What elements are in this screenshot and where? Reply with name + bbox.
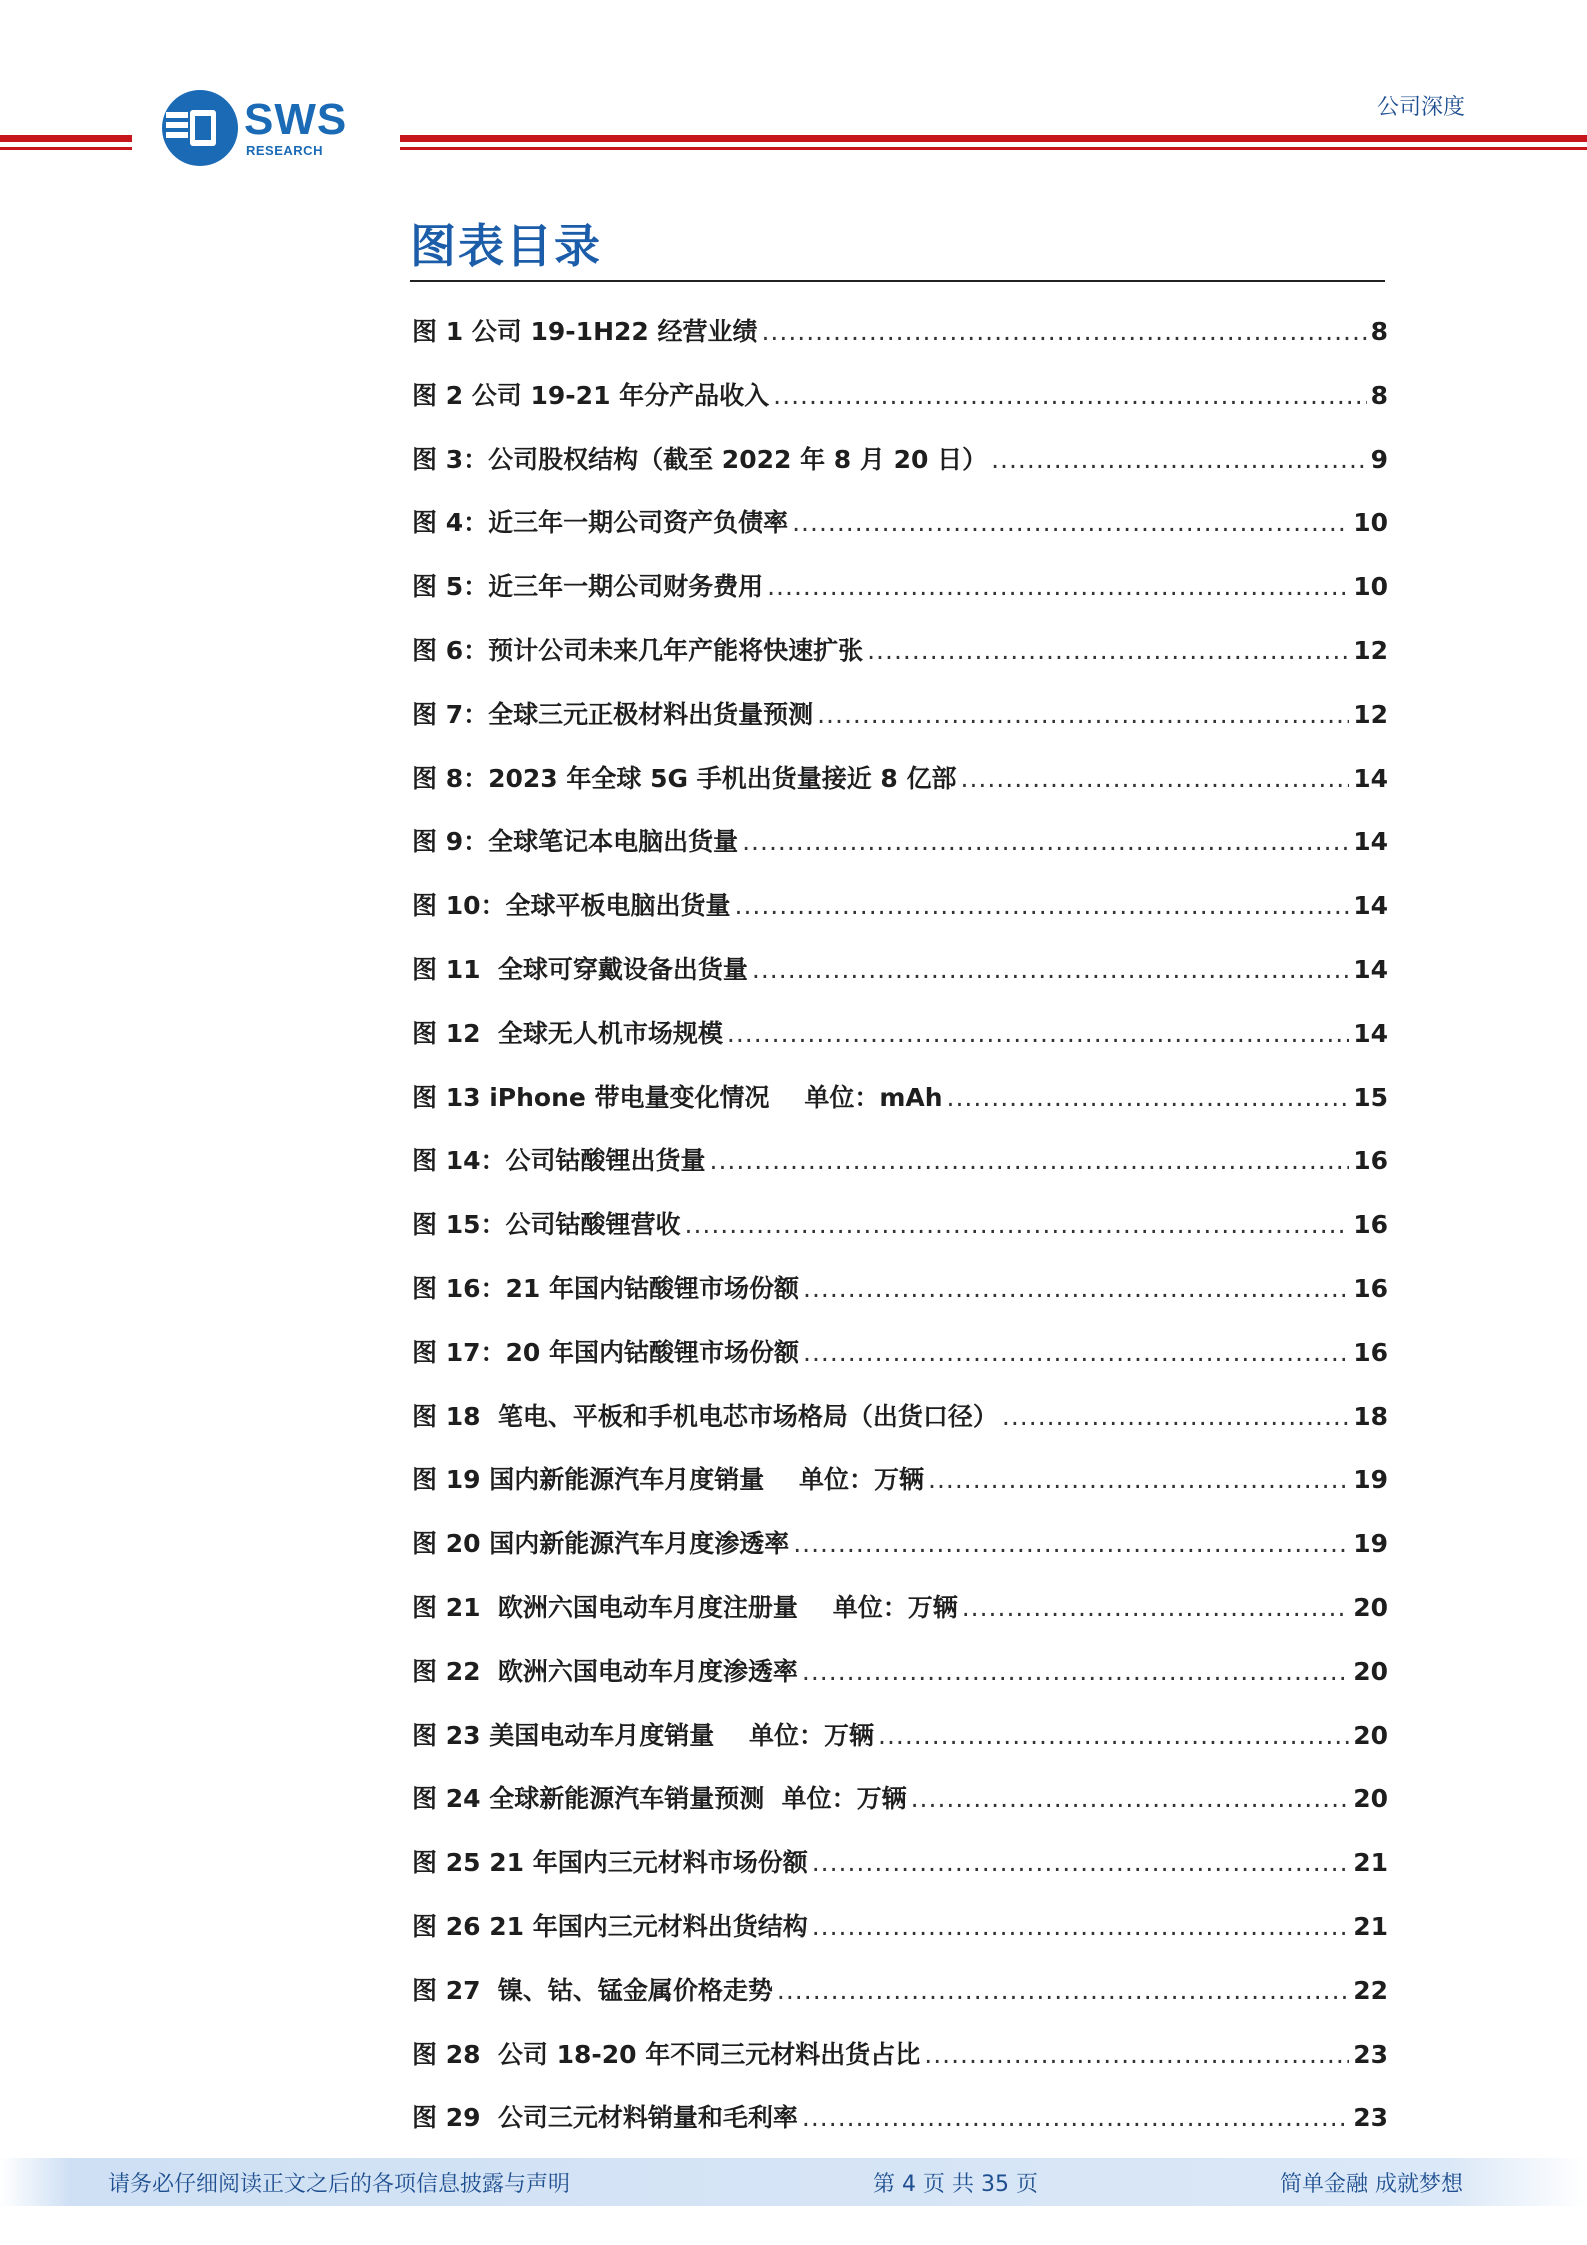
- toc-entry[interactable]: [412, 1895, 1388, 1959]
- toc-dot-leader: [817, 683, 1349, 747]
- toc-entry[interactable]: [412, 1448, 1388, 1512]
- toc-entry[interactable]: [412, 938, 1388, 1002]
- toc-entry-page[interactable]: 18: [1353, 1401, 1388, 1431]
- toc-entry-label[interactable]: 图 2 公司 19-21 年分产品收入: [412, 380, 770, 410]
- toc-dot-leader: [793, 1512, 1349, 1576]
- toc-entry-page[interactable]: 14: [1353, 1018, 1388, 1048]
- title-divider: [410, 280, 1385, 282]
- sws-logo: [160, 88, 370, 168]
- header-red-bar-left: [0, 135, 132, 142]
- toc-entry-page[interactable]: 21: [1353, 1911, 1388, 1941]
- footer-page-info: 第 4 页 共 35 页: [873, 2172, 1038, 2197]
- toc-entry-page[interactable]: 19: [1353, 1465, 1388, 1495]
- toc-dot-leader: [878, 1704, 1349, 1768]
- toc-entry[interactable]: [412, 1512, 1388, 1576]
- toc-entry[interactable]: [412, 1959, 1388, 2023]
- toc-entry-page[interactable]: 14: [1353, 827, 1388, 857]
- toc-entry[interactable]: [412, 1767, 1388, 1831]
- toc-entry-label[interactable]: 图 23 美国电动车月度销量 单位：万辆: [412, 1720, 875, 1750]
- toc-entry[interactable]: [412, 1129, 1388, 1193]
- header-red-bar-right: [400, 135, 1587, 142]
- toc-entry-label[interactable]: 图 26 21 年国内三元材料出货结构: [412, 1911, 808, 1941]
- toc-entry-page[interactable]: 23: [1353, 2103, 1388, 2133]
- toc-entry[interactable]: [412, 874, 1388, 938]
- toc-entry[interactable]: [412, 1066, 1388, 1130]
- toc-entry-label[interactable]: 图 12 全球无人机市场规模: [412, 1018, 723, 1048]
- toc-entry[interactable]: [412, 1193, 1388, 1257]
- footer-disclaimer: 请务必仔细阅读正文之后的各项信息披露与声明: [108, 2172, 571, 2197]
- toc-entry[interactable]: [412, 619, 1388, 683]
- toc-entry-label[interactable]: 图 24 全球新能源汽车销量预测 单位：万辆: [412, 1784, 907, 1814]
- toc-dot-leader: [812, 1831, 1350, 1895]
- toc-entry-page[interactable]: 21: [1353, 1848, 1388, 1878]
- toc-dot-leader: [911, 1767, 1350, 1831]
- toc-entry-page[interactable]: 10: [1353, 572, 1388, 602]
- toc-entry-label[interactable]: 图 13 iPhone 带电量变化情况 单位：mAh: [412, 1082, 943, 1112]
- toc-entry-label[interactable]: 图 6：预计公司未来几年产能将快速扩张: [412, 635, 864, 665]
- toc-entry-page[interactable]: 20: [1353, 1784, 1388, 1814]
- header-red-line-right: [400, 147, 1587, 150]
- toc-dot-leader: [924, 2023, 1349, 2087]
- toc-entry[interactable]: [412, 1831, 1388, 1895]
- toc-entry-label[interactable]: 图 28 公司 18-20 年不同三元材料出货占比: [412, 2039, 921, 2069]
- toc-dot-leader: [752, 938, 1349, 1002]
- toc-entry-label[interactable]: 图 11 全球可穿戴设备出货量: [412, 954, 748, 984]
- toc-entry[interactable]: [412, 1640, 1388, 1704]
- toc-entry-page[interactable]: 14: [1353, 891, 1388, 921]
- toc-entry-label[interactable]: 图 18 笔电、平板和手机电芯市场格局（出货口径）: [412, 1401, 998, 1431]
- toc-entry-page[interactable]: 14: [1353, 954, 1388, 984]
- toc-dot-leader: [962, 1576, 1349, 1640]
- toc-dot-leader: [947, 1066, 1350, 1130]
- logo-subtitle: RESEARCH: [246, 143, 323, 158]
- toc-entry-page[interactable]: 12: [1353, 635, 1388, 665]
- toc-entry-label[interactable]: 图 9：全球笔记本电脑出货量: [412, 827, 739, 857]
- toc-entry-page[interactable]: 10: [1353, 508, 1388, 538]
- footer-slogan: 简单金融 成就梦想: [1280, 2172, 1463, 2197]
- sws-logo-icon: [160, 88, 240, 168]
- toc-entry-label[interactable]: 图 22 欧洲六国电动车月度渗透率: [412, 1656, 798, 1686]
- toc-dot-leader: [777, 1959, 1349, 2023]
- toc-dot-leader: [685, 1193, 1350, 1257]
- toc-entry-page[interactable]: 16: [1353, 1337, 1388, 1367]
- toc-entry[interactable]: [412, 555, 1388, 619]
- toc-dot-leader: [867, 619, 1349, 683]
- toc-entry-page[interactable]: 14: [1353, 763, 1388, 793]
- toc-entry[interactable]: [412, 1257, 1388, 1321]
- toc-dot-leader: [761, 300, 1366, 364]
- toc-dot-leader: [710, 1129, 1350, 1193]
- toc-entry-page[interactable]: 23: [1353, 2039, 1388, 2069]
- toc-entry[interactable]: [412, 683, 1388, 747]
- toc-entry-page[interactable]: 20: [1353, 1592, 1388, 1622]
- toc-entry-label[interactable]: 图 10：全球平板电脑出货量: [412, 891, 731, 921]
- toc-entry[interactable]: [412, 1002, 1388, 1066]
- toc-entry-label[interactable]: 图 20 国内新能源汽车月度渗透率: [412, 1529, 790, 1559]
- toc-entry-page[interactable]: 22: [1353, 1975, 1388, 2005]
- toc-entry-label[interactable]: 图 15：公司钴酸锂营收: [412, 1210, 681, 1240]
- toc-entry[interactable]: [412, 810, 1388, 874]
- toc-dot-leader: [803, 1257, 1349, 1321]
- toc-entry[interactable]: [412, 1321, 1388, 1385]
- document-type: 公司深度: [1376, 95, 1465, 120]
- toc-entry[interactable]: [412, 1704, 1388, 1768]
- toc-entry-label[interactable]: 图 27 镍、钴、锰金属价格走势: [412, 1975, 773, 2005]
- toc-entry[interactable]: [412, 364, 1388, 428]
- toc-entry-page[interactable]: 8: [1370, 380, 1388, 410]
- toc-dot-leader: [792, 491, 1349, 555]
- toc-entry[interactable]: [412, 428, 1388, 492]
- figure-toc-list: [412, 300, 1388, 2150]
- toc-dot-leader: [1002, 1385, 1349, 1449]
- toc-entry-page[interactable]: 12: [1353, 699, 1388, 729]
- toc-entry[interactable]: [412, 1385, 1388, 1449]
- toc-dot-leader: [812, 1895, 1350, 1959]
- toc-entry-page[interactable]: 20: [1353, 1656, 1388, 1686]
- toc-entry[interactable]: [412, 2086, 1388, 2150]
- toc-dot-leader: [802, 1640, 1349, 1704]
- toc-dot-leader: [802, 2086, 1349, 2150]
- toc-entry-page[interactable]: 15: [1353, 1082, 1388, 1112]
- toc-entry[interactable]: [412, 747, 1388, 811]
- toc-dot-leader: [735, 874, 1350, 938]
- logo-name: SWS: [244, 95, 348, 144]
- toc-entry-label[interactable]: 图 19 国内新能源汽车月度销量 单位：万辆: [412, 1465, 925, 1495]
- toc-entry-label[interactable]: 图 17：20 年国内钴酸锂市场份额: [412, 1337, 799, 1367]
- toc-entry-label[interactable]: 图 7：全球三元正极材料出货量预测: [412, 699, 814, 729]
- toc-entry[interactable]: [412, 491, 1388, 555]
- toc-entry-label[interactable]: 图 4：近三年一期公司资产负债率: [412, 508, 789, 538]
- toc-entry-label[interactable]: 图 3：公司股权结构（截至 2022 年 8 月 20 日）: [412, 444, 988, 474]
- toc-dot-leader: [742, 810, 1349, 874]
- toc-dot-leader: [991, 428, 1367, 492]
- toc-entry-label[interactable]: 图 16：21 年国内钴酸锂市场份额: [412, 1273, 799, 1303]
- toc-dot-leader: [803, 1321, 1349, 1385]
- toc-entry[interactable]: [412, 300, 1388, 364]
- toc-entry-label[interactable]: 图 21 欧洲六国电动车月度注册量 单位：万辆: [412, 1592, 958, 1622]
- toc-dot-leader: [773, 364, 1366, 428]
- toc-entry-page[interactable]: 19: [1353, 1529, 1388, 1559]
- toc-dot-leader: [727, 1002, 1349, 1066]
- toc-entry-page[interactable]: 9: [1370, 444, 1388, 474]
- toc-entry[interactable]: [412, 1576, 1388, 1640]
- toc-dot-leader: [961, 747, 1350, 811]
- toc-entry-page[interactable]: 20: [1353, 1720, 1388, 1750]
- toc-dot-leader: [928, 1448, 1349, 1512]
- toc-entry-label[interactable]: 图 1 公司 19-1H22 经营业绩: [412, 317, 758, 346]
- toc-entry-label[interactable]: 图 8：2023 年全球 5G 手机出货量接近 8 亿部: [412, 763, 957, 793]
- toc-entry-page[interactable]: 16: [1353, 1273, 1388, 1303]
- toc-entry-label[interactable]: 图 5：近三年一期公司财务费用: [412, 572, 764, 602]
- page-title: 图表目录: [410, 219, 602, 273]
- toc-entry-page[interactable]: 16: [1353, 1210, 1388, 1240]
- toc-entry-page[interactable]: 16: [1353, 1146, 1388, 1176]
- toc-entry-page[interactable]: 8: [1370, 317, 1388, 346]
- toc-entry-label[interactable]: 图 14：公司钴酸锂出货量: [412, 1146, 706, 1176]
- toc-entry[interactable]: [412, 2023, 1388, 2087]
- toc-entry-label[interactable]: 图 29 公司三元材料销量和毛利率: [412, 2103, 798, 2133]
- toc-entry-label[interactable]: 图 25 21 年国内三元材料市场份额: [412, 1848, 808, 1878]
- header-red-line-left: [0, 147, 132, 150]
- toc-dot-leader: [767, 555, 1349, 619]
